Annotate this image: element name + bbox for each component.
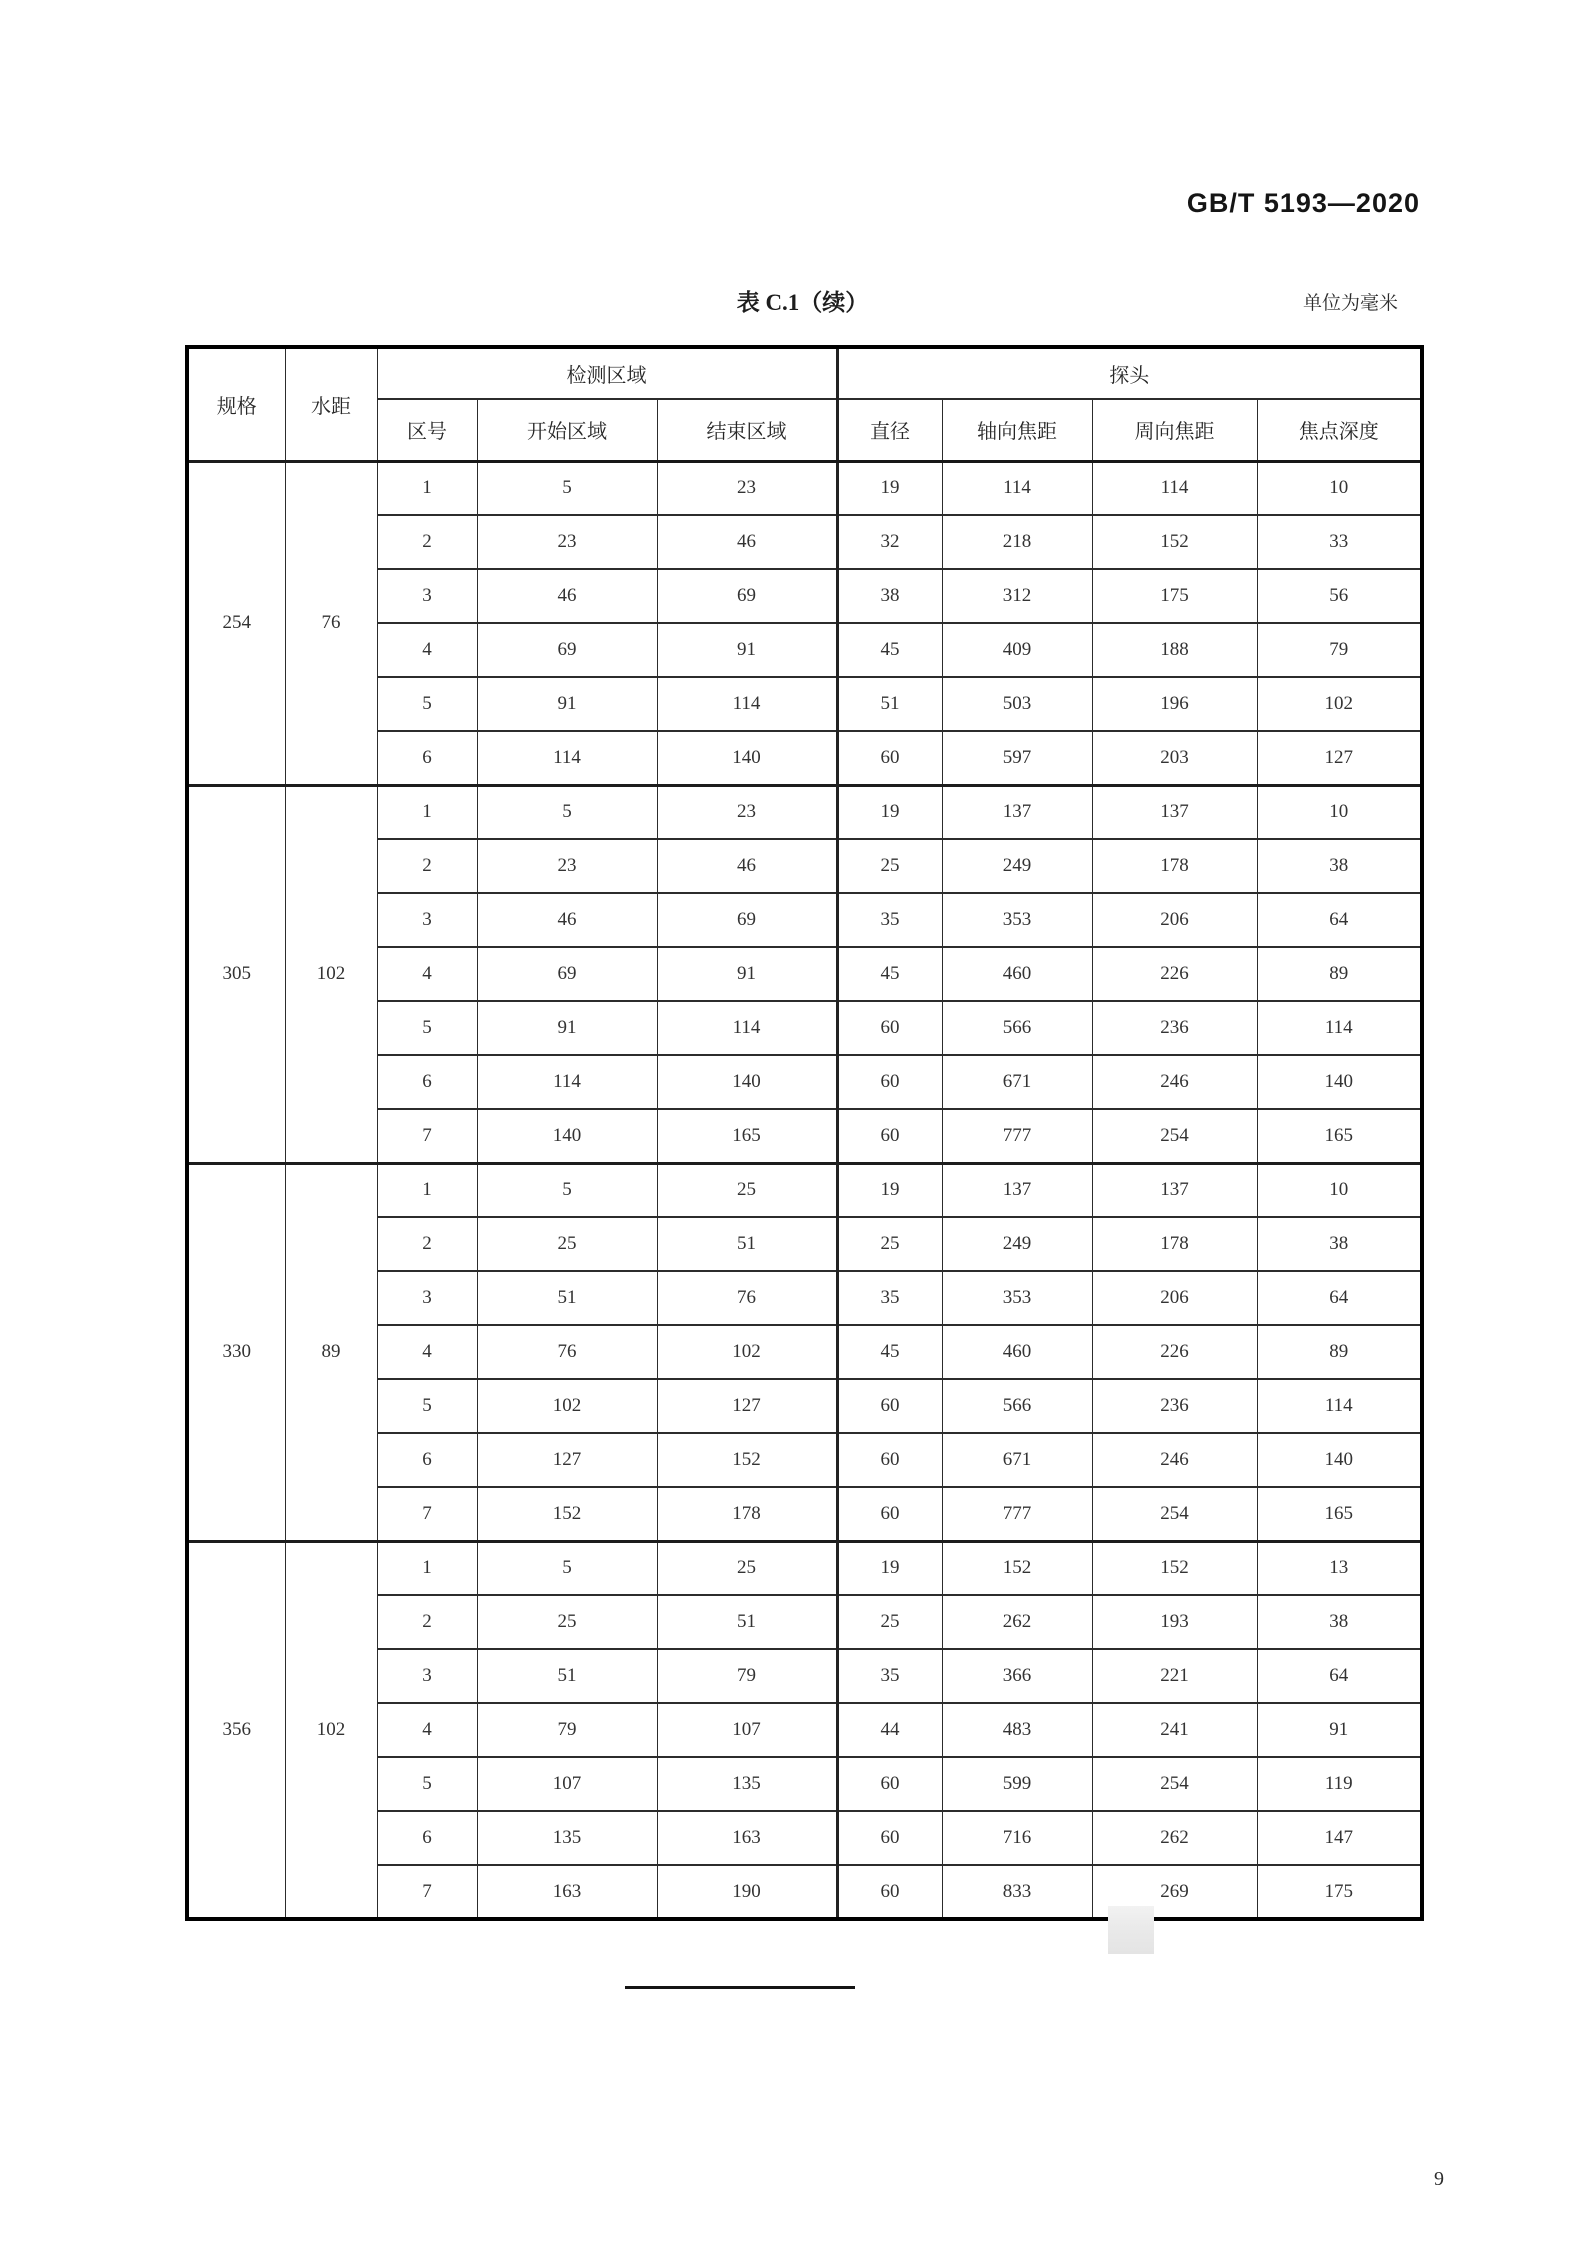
data-cell: 460 <box>942 1325 1092 1379</box>
col-group-detection-zone: 检测区域 <box>377 347 837 399</box>
data-cell: 19 <box>837 1541 942 1595</box>
data-cell: 4 <box>377 947 477 1001</box>
data-cell: 23 <box>477 839 657 893</box>
data-cell: 6 <box>377 731 477 785</box>
data-cell: 188 <box>1092 623 1257 677</box>
data-cell: 127 <box>657 1379 837 1433</box>
data-cell: 6 <box>377 1811 477 1865</box>
data-cell: 503 <box>942 677 1092 731</box>
data-cell: 5 <box>377 1757 477 1811</box>
data-cell: 269 <box>1092 1865 1257 1919</box>
scan-artifact <box>1108 1906 1154 1954</box>
data-cell: 236 <box>1092 1379 1257 1433</box>
data-cell: 5 <box>377 1379 477 1433</box>
col-header-circumferential-focal-length: 周向焦距 <box>1092 399 1257 461</box>
data-cell: 60 <box>837 731 942 785</box>
data-cell: 178 <box>657 1487 837 1541</box>
data-cell: 5 <box>477 1163 657 1217</box>
data-cell: 203 <box>1092 731 1257 785</box>
data-cell: 163 <box>657 1811 837 1865</box>
data-cell: 3 <box>377 1649 477 1703</box>
end-of-table-rule <box>625 1986 855 1989</box>
data-cell: 79 <box>1257 623 1422 677</box>
data-cell: 163 <box>477 1865 657 1919</box>
data-cell: 127 <box>1257 731 1422 785</box>
data-cell: 4 <box>377 623 477 677</box>
data-cell: 46 <box>477 893 657 947</box>
data-cell: 1 <box>377 461 477 515</box>
data-cell: 56 <box>1257 569 1422 623</box>
data-cell: 716 <box>942 1811 1092 1865</box>
col-header-focal-depth: 焦点深度 <box>1257 399 1422 461</box>
data-cell: 777 <box>942 1487 1092 1541</box>
data-cell: 25 <box>837 839 942 893</box>
data-cell: 51 <box>477 1649 657 1703</box>
data-cell: 51 <box>837 677 942 731</box>
data-cell: 409 <box>942 623 1092 677</box>
data-cell: 114 <box>942 461 1092 515</box>
data-cell: 91 <box>477 1001 657 1055</box>
data-cell: 60 <box>837 1433 942 1487</box>
data-cell: 147 <box>1257 1811 1422 1865</box>
data-cell: 221 <box>1092 1649 1257 1703</box>
data-cell: 69 <box>477 623 657 677</box>
data-cell: 10 <box>1257 461 1422 515</box>
data-cell: 114 <box>1257 1379 1422 1433</box>
data-cell: 833 <box>942 1865 1092 1919</box>
water-distance-cell: 102 <box>285 1541 377 1919</box>
data-cell: 114 <box>1257 1001 1422 1055</box>
data-cell: 79 <box>657 1649 837 1703</box>
data-cell: 23 <box>657 785 837 839</box>
col-group-probe: 探头 <box>837 347 1422 399</box>
data-cell: 19 <box>837 1163 942 1217</box>
data-cell: 19 <box>837 785 942 839</box>
data-cell: 25 <box>657 1163 837 1217</box>
data-cell: 262 <box>1092 1811 1257 1865</box>
data-cell: 190 <box>657 1865 837 1919</box>
col-header-axial-focal-length: 轴向焦距 <box>942 399 1092 461</box>
data-cell: 60 <box>837 1487 942 1541</box>
data-cell: 152 <box>657 1433 837 1487</box>
col-header-spec: 规格 <box>187 347 285 461</box>
data-cell: 5 <box>377 677 477 731</box>
data-cell: 32 <box>837 515 942 569</box>
data-cell: 353 <box>942 893 1092 947</box>
data-cell: 249 <box>942 839 1092 893</box>
data-cell: 114 <box>1092 461 1257 515</box>
data-cell: 114 <box>657 1001 837 1055</box>
data-cell: 35 <box>837 1649 942 1703</box>
data-cell: 45 <box>837 623 942 677</box>
data-cell: 2 <box>377 839 477 893</box>
data-cell: 46 <box>657 839 837 893</box>
data-cell: 7 <box>377 1865 477 1919</box>
data-cell: 137 <box>942 785 1092 839</box>
col-header-zone-start: 开始区域 <box>477 399 657 461</box>
data-cell: 25 <box>657 1541 837 1595</box>
data-cell: 64 <box>1257 1649 1422 1703</box>
data-cell: 566 <box>942 1379 1092 1433</box>
data-cell: 193 <box>1092 1595 1257 1649</box>
data-cell: 5 <box>377 1001 477 1055</box>
data-cell: 249 <box>942 1217 1092 1271</box>
data-cell: 76 <box>477 1325 657 1379</box>
data-cell: 140 <box>1257 1433 1422 1487</box>
data-cell: 25 <box>837 1595 942 1649</box>
data-cell: 140 <box>657 1055 837 1109</box>
data-cell: 165 <box>1257 1109 1422 1163</box>
data-cell: 127 <box>477 1433 657 1487</box>
table-row <box>187 461 1422 515</box>
water-distance-cell: 89 <box>285 1163 377 1541</box>
data-cell: 60 <box>837 1811 942 1865</box>
data-cell: 114 <box>477 1055 657 1109</box>
data-cell: 91 <box>657 623 837 677</box>
data-cell: 175 <box>1092 569 1257 623</box>
data-cell: 64 <box>1257 893 1422 947</box>
data-cell: 175 <box>1257 1865 1422 1919</box>
data-cell: 119 <box>1257 1757 1422 1811</box>
data-cell: 102 <box>477 1379 657 1433</box>
data-cell: 2 <box>377 515 477 569</box>
data-cell: 69 <box>657 569 837 623</box>
data-cell: 165 <box>1257 1487 1422 1541</box>
data-cell: 152 <box>477 1487 657 1541</box>
data-cell: 10 <box>1257 785 1422 839</box>
table-row <box>187 785 1422 839</box>
data-cell: 13 <box>1257 1541 1422 1595</box>
data-cell: 38 <box>1257 1217 1422 1271</box>
data-cell: 38 <box>837 569 942 623</box>
data-cell: 246 <box>1092 1433 1257 1487</box>
data-cell: 64 <box>1257 1271 1422 1325</box>
spec-cell: 254 <box>187 461 285 785</box>
data-cell: 23 <box>657 461 837 515</box>
data-cell: 226 <box>1092 1325 1257 1379</box>
data-cell: 51 <box>477 1271 657 1325</box>
water-distance-cell: 102 <box>285 785 377 1163</box>
data-cell: 241 <box>1092 1703 1257 1757</box>
data-cell: 46 <box>657 515 837 569</box>
data-cell: 2 <box>377 1217 477 1271</box>
data-cell: 107 <box>657 1703 837 1757</box>
data-cell: 140 <box>657 731 837 785</box>
data-cell: 777 <box>942 1109 1092 1163</box>
data-cell: 312 <box>942 569 1092 623</box>
data-cell: 137 <box>1092 1163 1257 1217</box>
data-cell: 46 <box>477 569 657 623</box>
data-cell: 140 <box>477 1109 657 1163</box>
data-cell: 4 <box>377 1703 477 1757</box>
data-cell: 671 <box>942 1433 1092 1487</box>
data-cell: 671 <box>942 1055 1092 1109</box>
data-cell: 114 <box>657 677 837 731</box>
data-cell: 597 <box>942 731 1092 785</box>
data-cell: 135 <box>477 1811 657 1865</box>
data-cell: 25 <box>477 1217 657 1271</box>
data-cell: 5 <box>477 461 657 515</box>
data-cell: 60 <box>837 1757 942 1811</box>
data-cell: 35 <box>837 893 942 947</box>
data-cell: 178 <box>1092 1217 1257 1271</box>
data-cell: 5 <box>477 785 657 839</box>
table-row <box>187 1541 1422 1595</box>
data-cell: 69 <box>657 893 837 947</box>
data-cell: 4 <box>377 1325 477 1379</box>
data-cell: 6 <box>377 1433 477 1487</box>
unit-note: 单位为毫米 <box>1302 293 1398 314</box>
data-cell: 7 <box>377 1487 477 1541</box>
data-cell: 254 <box>1092 1109 1257 1163</box>
data-cell: 460 <box>942 947 1092 1001</box>
data-cell: 69 <box>477 947 657 1001</box>
data-cell: 38 <box>1257 1595 1422 1649</box>
spec-cell: 305 <box>187 785 285 1163</box>
data-cell: 137 <box>1092 785 1257 839</box>
data-cell: 140 <box>1257 1055 1422 1109</box>
data-cell: 262 <box>942 1595 1092 1649</box>
data-cell: 366 <box>942 1649 1092 1703</box>
data-cell: 226 <box>1092 947 1257 1001</box>
data-cell: 599 <box>942 1757 1092 1811</box>
data-cell: 3 <box>377 1271 477 1325</box>
data-cell: 91 <box>1257 1703 1422 1757</box>
table-row <box>187 1163 1422 1217</box>
header-group-row <box>187 347 1422 399</box>
data-cell: 114 <box>477 731 657 785</box>
data-cell: 3 <box>377 893 477 947</box>
data-cell: 152 <box>942 1541 1092 1595</box>
page-number: 9 <box>1434 2168 1444 2190</box>
data-cell: 60 <box>837 1379 942 1433</box>
data-cell: 483 <box>942 1703 1092 1757</box>
data-cell: 25 <box>477 1595 657 1649</box>
data-cell: 206 <box>1092 1271 1257 1325</box>
data-cell: 152 <box>1092 1541 1257 1595</box>
data-cell: 23 <box>477 515 657 569</box>
data-cell: 218 <box>942 515 1092 569</box>
col-header-zone-no: 区号 <box>377 399 477 461</box>
data-cell: 178 <box>1092 839 1257 893</box>
data-cell: 60 <box>837 1055 942 1109</box>
data-cell: 60 <box>837 1001 942 1055</box>
data-cell: 35 <box>837 1271 942 1325</box>
data-cell: 60 <box>837 1865 942 1919</box>
spec-cell: 356 <box>187 1541 285 1919</box>
data-cell: 353 <box>942 1271 1092 1325</box>
data-cell: 196 <box>1092 677 1257 731</box>
data-cell: 102 <box>657 1325 837 1379</box>
data-cell: 152 <box>1092 515 1257 569</box>
data-cell: 254 <box>1092 1757 1257 1811</box>
table-caption-row <box>185 284 1420 318</box>
data-cell: 7 <box>377 1109 477 1163</box>
data-cell: 3 <box>377 569 477 623</box>
col-header-diameter: 直径 <box>837 399 942 461</box>
data-cell: 254 <box>1092 1487 1257 1541</box>
standard-number: GB/T 5193—2020 <box>1186 188 1420 218</box>
data-cell: 1 <box>377 785 477 839</box>
data-cell: 5 <box>477 1541 657 1595</box>
spec-table <box>185 345 1424 1921</box>
data-cell: 1 <box>377 1163 477 1217</box>
data-cell: 89 <box>1257 1325 1422 1379</box>
data-cell: 51 <box>657 1217 837 1271</box>
data-cell: 6 <box>377 1055 477 1109</box>
data-cell: 206 <box>1092 893 1257 947</box>
data-cell: 25 <box>837 1217 942 1271</box>
data-cell: 566 <box>942 1001 1092 1055</box>
data-cell: 45 <box>837 1325 942 1379</box>
data-cell: 246 <box>1092 1055 1257 1109</box>
data-cell: 33 <box>1257 515 1422 569</box>
data-cell: 76 <box>657 1271 837 1325</box>
data-cell: 60 <box>837 1109 942 1163</box>
data-cell: 1 <box>377 1541 477 1595</box>
data-cell: 79 <box>477 1703 657 1757</box>
data-cell: 107 <box>477 1757 657 1811</box>
data-cell: 51 <box>657 1595 837 1649</box>
table-header <box>187 347 1422 461</box>
data-cell: 10 <box>1257 1163 1422 1217</box>
data-cell: 236 <box>1092 1001 1257 1055</box>
data-cell: 137 <box>942 1163 1092 1217</box>
col-header-zone-end: 结束区域 <box>657 399 837 461</box>
data-cell: 2 <box>377 1595 477 1649</box>
spec-cell: 330 <box>187 1163 285 1541</box>
data-cell: 135 <box>657 1757 837 1811</box>
water-distance-cell: 76 <box>285 461 377 785</box>
data-cell: 91 <box>657 947 837 1001</box>
table-body <box>187 461 1422 1919</box>
data-cell: 44 <box>837 1703 942 1757</box>
data-cell: 102 <box>1257 677 1422 731</box>
data-cell: 91 <box>477 677 657 731</box>
data-cell: 89 <box>1257 947 1422 1001</box>
data-cell: 19 <box>837 461 942 515</box>
table-title: 表 C.1（续） <box>736 290 869 315</box>
data-cell: 45 <box>837 947 942 1001</box>
col-header-water-distance: 水距 <box>285 347 377 461</box>
data-cell: 165 <box>657 1109 837 1163</box>
data-cell: 38 <box>1257 839 1422 893</box>
